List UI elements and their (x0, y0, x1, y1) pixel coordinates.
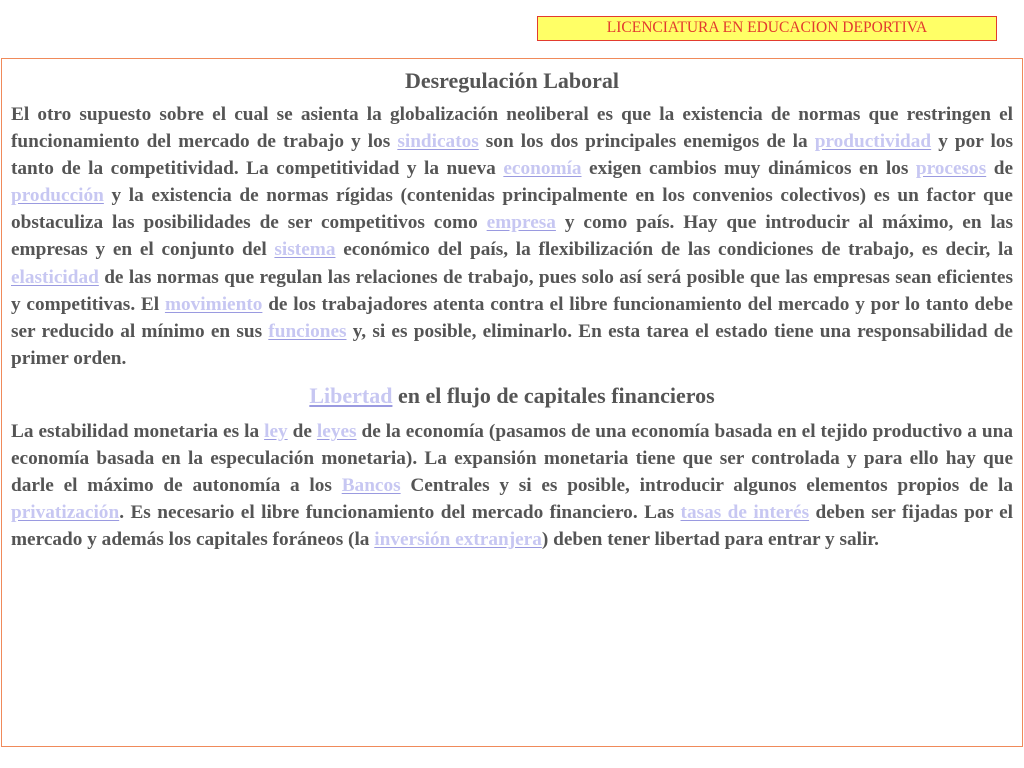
link-procesos[interactable]: procesos (915, 158, 987, 180)
program-title-badge: LICENCIATURA EN EDUCACION DEPORTIVA (537, 16, 997, 41)
section-title-desregulacion: Desregulación Laboral (404, 68, 620, 93)
paragraph-libertad (11, 418, 1013, 553)
link-bancos[interactable]: Bancos (341, 475, 401, 497)
link-produccion[interactable]: producción (11, 185, 104, 207)
text-segment: son los dos principales enemigos de la (478, 131, 815, 153)
text-segment: deben ser fijadas por el mercado y además los capitales foráneos (la (11, 502, 1014, 551)
text-segment: El otro supuesto sobre el cual se asienta la globalización neoliberal es que la existencia de normas que restringen el funcionamiento del mercado de trabajo y los (11, 104, 1013, 153)
text-segment: y, si es posible, eliminarlo. En esta tarea el estado tiene una responsabilidad de primer orden. (11, 320, 1013, 369)
text-segment: . Es necesario el libre funcionamiento del mercado financiero. Las (119, 502, 681, 524)
link-empresa[interactable]: empresa (486, 212, 556, 234)
text-segment: de las normas que regulan las relaciones de trabajo, pues solo así será posible que las empresas sean eficientes y competitivas. El (11, 266, 1013, 315)
link-funciones[interactable]: funciones (268, 320, 347, 342)
link-privatizacion[interactable]: privatización (11, 502, 120, 524)
link-elasticidad[interactable]: elasticidad (11, 266, 99, 288)
link-inversion-extranjera[interactable]: inversión extranjera (374, 529, 542, 551)
section-title-libertad (11, 380, 1013, 412)
text-segment: La estabilidad monetaria es la (11, 420, 265, 442)
text-segment: Centrales y si es posible, introducir algunos elementos propios de la (400, 475, 1013, 497)
link-tasas-de-interes[interactable]: tasas de interés (680, 502, 810, 524)
slide-content-frame (1, 58, 1023, 747)
link-movimiento[interactable]: movimiento (164, 293, 263, 315)
link-libertad[interactable]: Libertad (309, 382, 393, 408)
section-title-rest: en el flujo de capitales financieros (392, 382, 715, 408)
text-segment: y la existencia de normas rígidas (contenidas principalmente en los convenios colectivos) es un factor que obstaculiza las posibilidades de ser competitivos como (11, 185, 1013, 234)
text-segment: económico del país, la flexibilización de las condiciones de trabajo, es decir, la (335, 239, 1013, 261)
paragraph-desregulacion (11, 101, 1013, 372)
link-sistema[interactable]: sistema (274, 239, 336, 261)
link-economia[interactable]: economía (503, 158, 582, 180)
text-segment: de la economía (pasamos de una economía basada en el tejido productivo a una economía basada en la especulación monetaria). La expansión monetaria tiene que ser controlada y para ello hay que darle el máximo de autonomía a los (11, 420, 1013, 497)
text-segment: de (986, 158, 1013, 180)
link-productividad[interactable]: productividad (814, 131, 932, 153)
text-segment: exigen cambios muy dinámicos en los (581, 158, 916, 180)
text-segment: y por los tanto de la competitividad. La competitividad y la nueva (11, 131, 1013, 180)
link-ley[interactable]: ley (264, 420, 288, 442)
text-segment: y como país. Hay que introducir al máximo, en las empresas y en el conjunto del (11, 212, 1013, 261)
link-leyes[interactable]: leyes (316, 420, 357, 442)
link-sindicatos[interactable]: sindicatos (397, 131, 479, 153)
text-segment: de los trabajadores atenta contra el libre funcionamiento del mercado y por lo tanto debe ser reducido al mínimo en sus (11, 293, 1013, 342)
text-segment: ) deben tener libertad para entrar y salir. (541, 529, 879, 551)
text-segment: de (287, 420, 317, 442)
